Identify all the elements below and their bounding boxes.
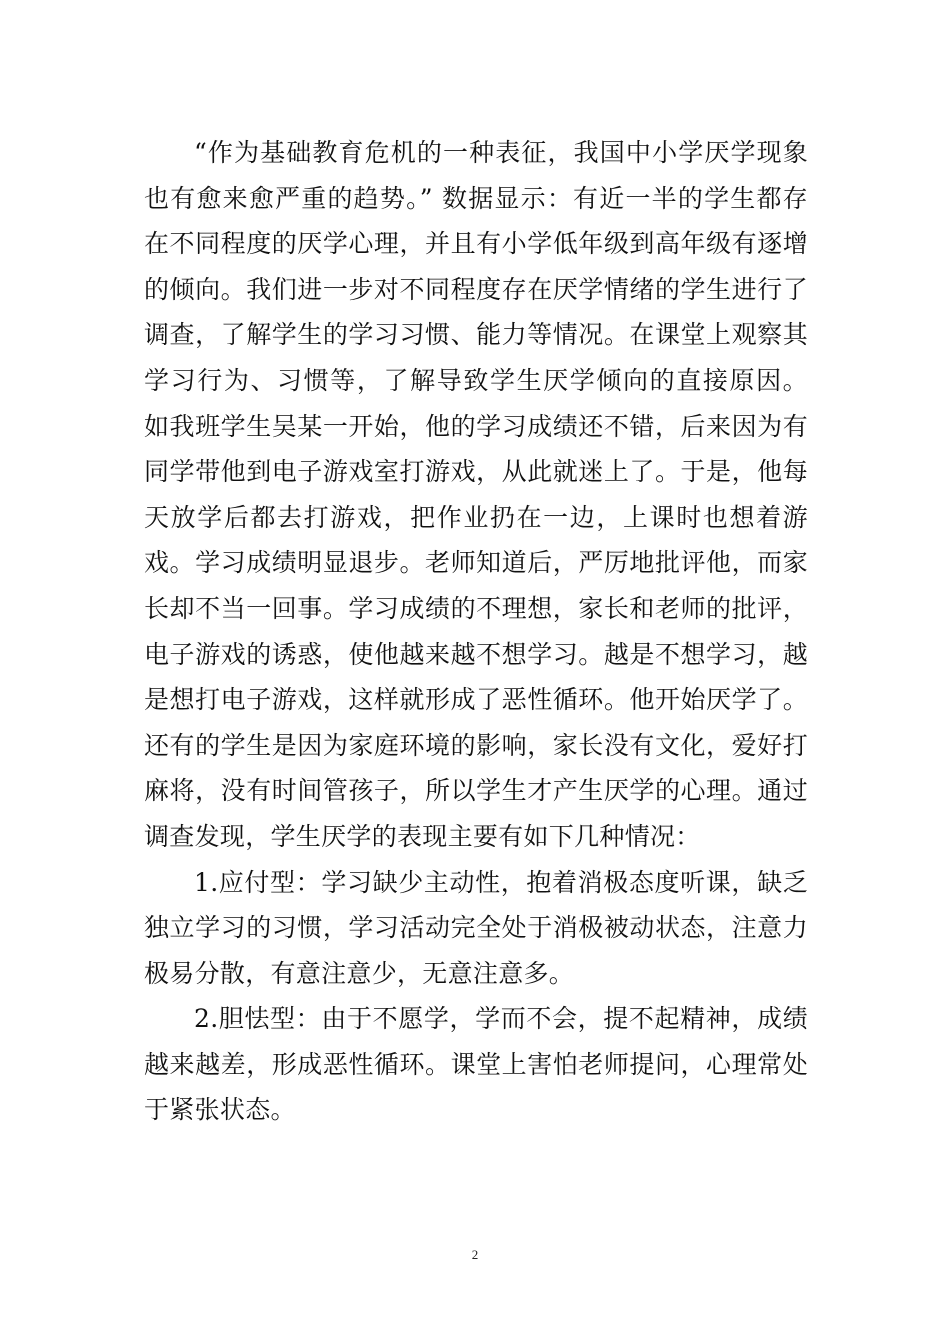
paragraph-coping-type: 1.应付型：学习缺少主动性，抱着消极态度听课，缺乏独立学习的习惯，学习活动完全处于消极被动状态，注意力极易分散，有意注意少，无意注意多。 [144, 867, 808, 988]
page-number: 2 [471, 1247, 479, 1262]
body-text [144, 130, 808, 1133]
paragraph-timid-type: 2.胆怯型：由于不愿学，学而不会，提不起精神，成绩越来越差，形成恶性循环。课堂上害怕老师提问，心理常处于紧张状态。 [144, 1004, 808, 1125]
paragraph-survey-findings: “作为基础教育危机的一种表征，我国中小学厌学现象也有愈来愈严重的趋势。” 数据显示：有近一半的学生都存在不同程度的厌学心理，并且有小学低年级到高年级有逐增的倾向。我们进一步对不同程度存在厌学情绪的学生进行了调查，了解学生的学习习惯、能力等情况。在课堂上观察其学习行为、习惯等，了解导致学生厌学倾向的直接原因。 如我班学生吴某一开始，他的学习成绩还不错，后来因为有同学带他到电子游戏室打游戏，从此就迷上了。于是，他每天放学后都去打游戏，把作业扔在一边，上课时也想着游戏。学习成绩明显退步。老师知道后，严厉地批评他，而家长却不当一回事。学习成绩的不理想，家长和老师的批评，电子游戏的诱惑，使他越来越不想学习。越是不想学习，越是想打电子游戏，这样就形成了恶性循环。他开始厌学了。还有的学生是因为家庭环境的影响，家长没有文化，爱好打麻将，没有时间管孩子，所以学生才产生厌学的心理。通过调查发现，学生厌学的表现主要有如下几种情况： [144, 138, 808, 851]
